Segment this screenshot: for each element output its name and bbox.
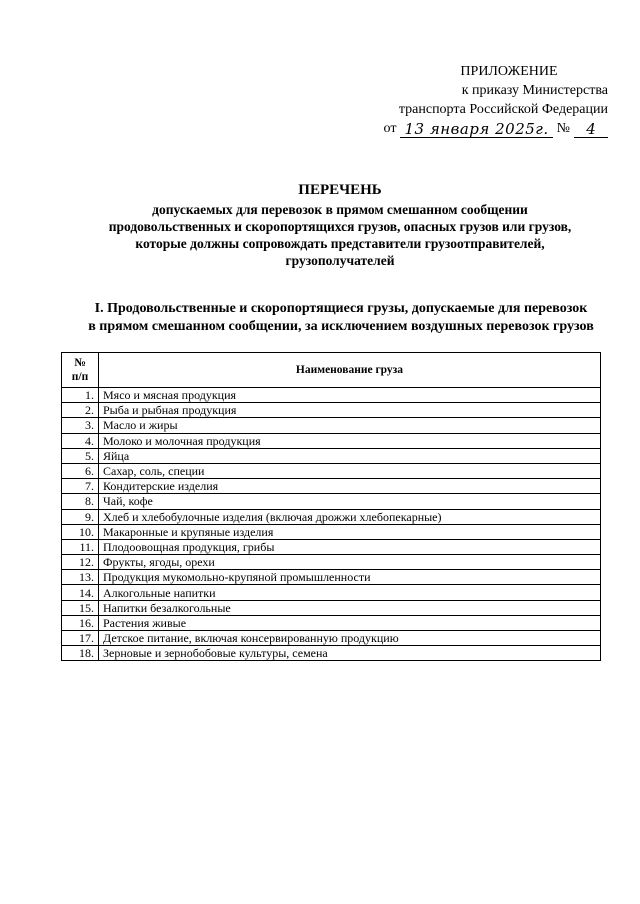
row-number: 16. [62, 615, 99, 630]
row-number: 18. [62, 646, 99, 661]
row-number: 17. [62, 631, 99, 646]
document-heading [60, 182, 620, 269]
table-row [62, 555, 601, 570]
cargo-name: Хлеб и хлебобулочные изделия (включая дрожжи хлебопекарные) [99, 509, 601, 524]
cargo-name: Сахар, соль, специи [99, 463, 601, 478]
row-number: 9. [62, 509, 99, 524]
heading-line-2: продовольственных и скоропортящихся грузов, опасных грузов или грузов, [108, 219, 572, 234]
cargo-name: Фрукты, ягоды, орехи [99, 555, 601, 570]
section-title [62, 300, 620, 336]
table-row [62, 494, 601, 509]
row-number: 14. [62, 585, 99, 600]
heading-title: ПЕРЕЧЕНЬ [298, 182, 382, 198]
cargo-name: Рыба и рыбная продукция [99, 403, 601, 418]
header-number [62, 353, 99, 388]
date-prefix: от [383, 121, 397, 136]
row-number: 12. [62, 555, 99, 570]
table-row [62, 433, 601, 448]
row-number: 7. [62, 479, 99, 494]
cargo-name: Макаронные и крупяные изделия [99, 524, 601, 539]
approval-block [348, 62, 608, 138]
cargo-name: Яйца [99, 448, 601, 463]
row-number: 13. [62, 570, 99, 585]
row-number: 6. [62, 463, 99, 478]
order-date-line [348, 119, 608, 138]
row-number: 8. [62, 494, 99, 509]
order-line-2: транспорта Российской Федерации [398, 102, 608, 117]
heading-line-4: грузополучателей [285, 253, 395, 268]
cargo-name: Продукция мукомольно-крупяной промышленности [99, 570, 601, 585]
cargo-name: Молоко и молочная продукция [99, 433, 601, 448]
row-number: 15. [62, 600, 99, 615]
section-line-2: в прямом смешанном сообщении, за исключением воздушных перевозок грузов [88, 319, 594, 334]
table-row [62, 631, 601, 646]
table-row [62, 570, 601, 585]
cargo-name: Чай, кофе [99, 494, 601, 509]
row-number: 5. [62, 448, 99, 463]
cargo-name: Напитки безалкогольные [99, 600, 601, 615]
cargo-name: Мясо и мясная продукция [99, 388, 601, 403]
handwritten-date: 13 января 2025г. [400, 121, 552, 138]
table-row [62, 479, 601, 494]
table-row [62, 463, 601, 478]
table-row [62, 646, 601, 661]
cargo-name: Кондитерские изделия [99, 479, 601, 494]
cargo-name: Растения живые [99, 615, 601, 630]
order-line-1: к приказу Министерства [461, 83, 608, 98]
table-row [62, 615, 601, 630]
row-number: 2. [62, 403, 99, 418]
table-row [62, 388, 601, 403]
table-row [62, 403, 601, 418]
cargo-name: Плодоовощная продукция, грибы [99, 539, 601, 554]
cargo-table [61, 352, 601, 661]
number-label: № [556, 121, 570, 136]
row-number: 4. [62, 433, 99, 448]
header-number-sign: № [74, 357, 86, 369]
table-row [62, 539, 601, 554]
header-number-pp: п/п [71, 371, 89, 383]
section-line-1: I. Продовольственные и скоропортящиеся грузы, допускаемые для перевозок [94, 301, 588, 316]
table-row [62, 585, 601, 600]
table-row [62, 524, 601, 539]
table-row [62, 600, 601, 615]
cargo-name: Детское питание, включая консервированную продукцию [99, 631, 601, 646]
header-cargo-name: Наименование груза [99, 353, 601, 388]
row-number: 10. [62, 524, 99, 539]
row-number: 1. [62, 388, 99, 403]
row-number: 3. [62, 418, 99, 433]
handwritten-number: 4 [574, 121, 608, 138]
appendix-title: ПРИЛОЖЕНИЕ [460, 64, 558, 79]
table-row [62, 418, 601, 433]
heading-line-3: которые должны сопровождать представители грузоотправителей, [135, 236, 545, 251]
cargo-name: Зерновые и зернобобовые культуры, семена [99, 646, 601, 661]
row-number: 11. [62, 539, 99, 554]
table-header-row [62, 353, 601, 388]
heading-line-1: допускаемых для перевозок в прямом смешанном сообщении [152, 202, 528, 217]
table-row [62, 509, 601, 524]
cargo-name: Масло и жиры [99, 418, 601, 433]
cargo-name: Алкогольные напитки [99, 585, 601, 600]
table-row [62, 448, 601, 463]
